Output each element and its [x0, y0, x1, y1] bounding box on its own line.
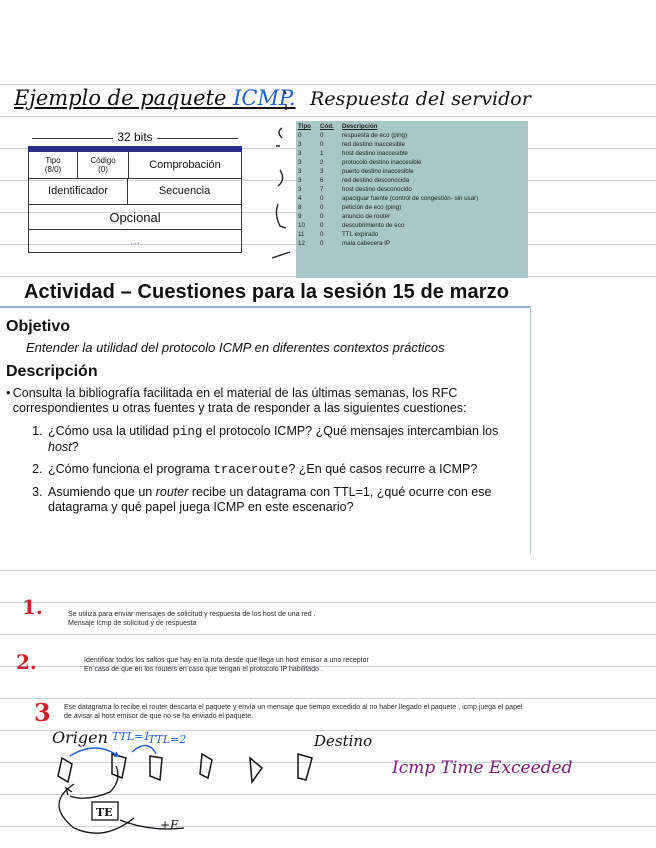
optional-field: Opcional: [109, 209, 161, 225]
cell-code: 1: [320, 150, 324, 157]
cell-type: 3: [298, 141, 302, 148]
cell-type: 9: [298, 213, 302, 220]
sequence-field: Secuencia: [158, 185, 211, 197]
ttl1-arrow: [70, 748, 118, 756]
question-list: [6, 424, 521, 515]
description-bullet: [6, 386, 521, 416]
sketch-te-label: TE: [96, 806, 113, 819]
q3-text-2: recibe un datagrama con TTL=1, ¿qué ocurre con ese datagrama y qué papel juega ICMP en este escenario?: [48, 485, 492, 514]
cell-description: host destino inaccesible: [342, 150, 408, 157]
bits-indicator: [28, 130, 242, 146]
example-title: [14, 86, 296, 110]
sketch-plus-e-label: +E: [160, 818, 179, 832]
header-code: Cód.: [320, 123, 334, 130]
answer-1-line-1: Se utiliza para enviar mensajes de solicitud y respuesta de los host de una red .: [68, 611, 316, 618]
answer-3-line-1: Ese datagrama lo recibe el router descarta el paquete y envía un mensaje que tiempo excedido al no haber llegado el paquete , icmp juega el papel: [64, 704, 523, 711]
origin-node-icon: [58, 758, 72, 782]
q1-code: ping: [172, 425, 203, 439]
answer-2-text: [84, 656, 369, 674]
handwritten-brackets: [262, 84, 298, 284]
code-label: Código: [90, 156, 116, 165]
cell-description: mala cabecera IP: [342, 240, 391, 247]
example-title-text: Ejemplo de paquete: [14, 86, 234, 110]
bits-label: 32 bits: [113, 130, 156, 144]
cell-type: 3: [298, 159, 302, 166]
answer-3-line-2: de avisar al host emisor de que no se ha enviado el paquete.: [64, 713, 254, 720]
slide-divider: [530, 306, 531, 554]
server-response-note: Respuesta del servidor: [310, 88, 531, 110]
icmp-table-row: [298, 176, 528, 185]
q2-code: traceroute: [213, 463, 289, 477]
cell-description: respuesta de eco (ping): [342, 132, 408, 139]
cell-code: 0: [320, 132, 324, 139]
icmp-table-row: [298, 221, 528, 230]
description-body: [6, 386, 521, 522]
icmp-table-row: [298, 203, 528, 212]
answer-1-text: [68, 610, 315, 628]
cell-description: anuncio de router: [342, 213, 391, 220]
icmp-table-row: [298, 131, 528, 140]
icmp-table-row: [298, 167, 528, 176]
cell-description: descubrimiento de eco: [342, 222, 405, 229]
router-4-icon: [250, 758, 262, 782]
icmp-table-header: [298, 122, 528, 131]
q1-text-2: el protocolo ICMP? ¿Qué mensajes intercambian los: [202, 424, 499, 438]
icmp-table-row: [298, 194, 528, 203]
cell-description: petición de eco (ping): [342, 204, 402, 211]
q3-router: router: [155, 485, 189, 499]
checksum-field: Comprobación: [149, 158, 221, 171]
code-value: (0): [98, 165, 108, 174]
router-2-icon: [150, 756, 162, 780]
cell-type: 10: [298, 222, 305, 229]
network-sketch: [40, 740, 340, 840]
example-title-icmp: ICMP.: [233, 86, 296, 110]
question-3: [46, 485, 521, 515]
cell-description: host destino desconocido: [342, 186, 412, 193]
sketch-ttl1-label: TTL=1: [112, 730, 151, 743]
answer-1-number: 1.: [22, 595, 43, 619]
q1-text: ¿Cómo usa la utilidad: [48, 424, 173, 438]
cell-type: 11: [298, 231, 305, 238]
sketch-ttl2-label: TTL=2: [148, 733, 187, 746]
code-field: [78, 152, 129, 178]
cell-type: 12: [298, 240, 305, 247]
router-3-icon: [200, 754, 212, 778]
type-label: Tipo: [45, 156, 61, 165]
answer-2-line-2: En caso de que en los routers en caso que tengan el protocolo IP habilitado .: [84, 666, 323, 673]
description-text: Consulta la bibliografía facilitada en el material de las últimas semanas, los RFC correspondientes u otras fuentes y trata de responder a las siguientes cuestiones:: [12, 386, 467, 415]
cell-type: 3: [298, 150, 302, 157]
answer-1-line-2: Mensaje Icmp de solicitud y de respuesta: [68, 620, 197, 627]
icmp-packet-diagram: [28, 130, 242, 253]
cell-code: 0: [320, 213, 324, 220]
q3-text: Asumiendo que un: [48, 485, 156, 499]
answer-2-number: 2.: [16, 650, 37, 674]
sketch-destination-label: Destino: [314, 732, 373, 750]
objective-heading: Objetivo: [6, 318, 71, 335]
sketch-origin-label: Origen: [52, 728, 108, 747]
cell-type: 3: [298, 186, 302, 193]
cell-description: protocolo destino inaccesible: [342, 159, 422, 166]
q2-text-2: ? ¿En qué casos recurre a ICMP?: [288, 462, 478, 476]
icmp-table-row: [298, 149, 528, 158]
cell-code: 2: [320, 159, 324, 166]
cell-type: 3: [298, 168, 302, 175]
sketch-icmp-note: Icmp Time Exceeded: [392, 758, 573, 778]
cell-code: 3: [320, 168, 324, 175]
icmp-table-row: [298, 140, 528, 149]
q1-end: ?: [71, 440, 79, 454]
header-type: Tipo: [298, 123, 311, 130]
destination-node-icon: [298, 754, 312, 780]
cell-code: 0: [320, 141, 324, 148]
cell-code: 0: [320, 204, 324, 211]
icmp-table-row: [298, 230, 528, 239]
type-field: [29, 152, 78, 178]
cell-code: 0: [320, 222, 324, 229]
answer-3-text: [64, 703, 652, 721]
answer-3-number: 3: [34, 698, 51, 727]
description-heading: Descripción: [6, 363, 98, 380]
title-underline: [0, 306, 530, 308]
cell-description: red destino inaccesible: [342, 141, 405, 148]
activity-title: Actividad – Cuestiones para la sesión 15 de marzo: [24, 281, 510, 303]
router-1-icon: [112, 754, 126, 778]
cell-type: 4: [298, 195, 302, 202]
cell-description: TTL expirado: [342, 231, 379, 238]
cell-description: puerto destino inaccesible: [342, 168, 414, 175]
cell-code: 0: [320, 240, 324, 247]
cell-code: 0: [320, 195, 324, 202]
cell-type: 0: [298, 132, 302, 139]
icmp-table-row: [298, 185, 528, 194]
bullet-dot: •: [6, 386, 11, 400]
icmp-table-row: [298, 212, 528, 221]
answer-2-line-1: Identificar todos los saltos que hay en la ruta desde que llega un host emisor a uno receptor: [84, 657, 369, 664]
icmp-table-row: [298, 158, 528, 167]
q1-host: host: [48, 440, 72, 454]
cell-code: 6: [320, 177, 324, 184]
cell-description: apaciguar fuente (control de congestión- sin usar): [342, 195, 479, 202]
cell-type: 8: [298, 204, 302, 211]
cell-code: 0: [320, 231, 324, 238]
identifier-field: Identificador: [29, 179, 128, 204]
ellipsis-field: …: [129, 234, 141, 247]
type-value: (8/0): [44, 165, 62, 174]
te-box: [92, 802, 118, 820]
question-1: [46, 424, 521, 455]
header-description: Descripción: [342, 123, 378, 130]
icmp-table-row: [298, 239, 528, 248]
cell-code: 7: [320, 186, 324, 193]
objective-text: Entender la utilidad del protocolo ICMP en diferentes contextos prácticos: [26, 340, 445, 355]
icmp-types-table: [296, 121, 528, 278]
question-2: [46, 462, 521, 478]
cell-type: 3: [298, 177, 302, 184]
q2-text: ¿Cómo funciona el programa: [48, 462, 214, 476]
cell-description: red destino desconocida: [342, 177, 410, 184]
ttl2-arrow: [132, 745, 156, 754]
